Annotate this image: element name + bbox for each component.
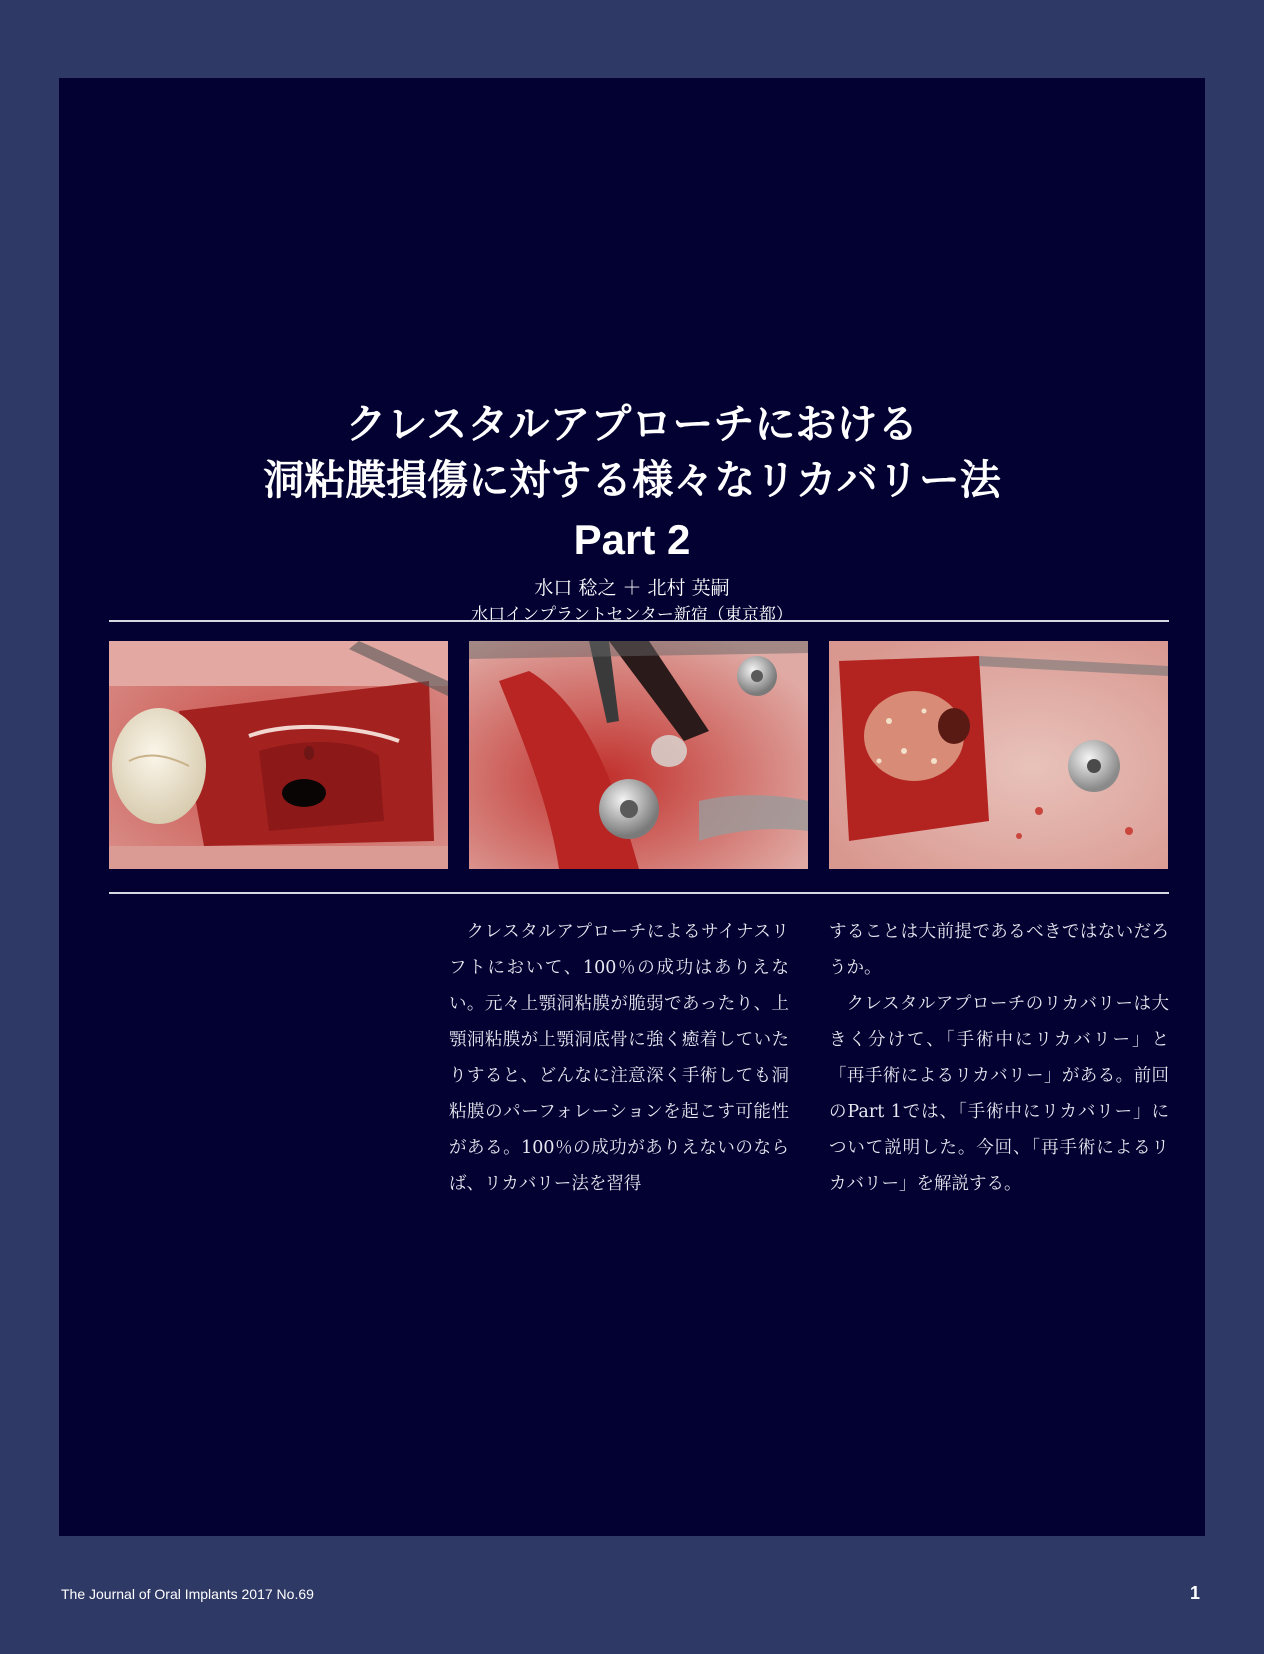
body-column-1	[449, 914, 789, 1202]
divider-top	[109, 620, 1169, 622]
footer-journal-name: The Journal of Oral Implants 2017 No.69	[61, 1586, 314, 1602]
divider-bottom	[109, 892, 1169, 894]
body-paragraph: クレスタルアプローチのリカバリーは大きく分けて、「手術中にリカバリー」と「再手術によるリカバリー」がある。前回のPart 1では、「手術中にリカバリー」について説明した。今回、「再手術によるリカバリー」を解説する。	[829, 994, 1169, 1194]
article-panel	[59, 78, 1205, 1536]
footer-page-number: 1	[1189, 1583, 1200, 1603]
article-part-label: Part 2	[573, 516, 691, 563]
surgical-photo-bone-graft-icon	[829, 641, 1168, 869]
article-affiliation: 水口インプラントセンター新宿（東京都）	[471, 605, 793, 625]
surgical-photo-sinus-perforation-icon	[109, 641, 448, 869]
body-paragraph-continued: することは大前提であるべきではないだろうか。	[829, 922, 1169, 978]
body-paragraph: クレスタルアプローチによるサイナスリフトにおいて、100％の成功はありえない。元々上顎洞粘膜が脆弱であったり、上顎洞粘膜が上顎洞底骨に強く癒着していたりすると、どんなに注意深く手術しても洞粘膜のパーフォレーションを起こす可能性がある。100％の成功がありえないのならば、リカバリー法を習得	[449, 922, 789, 1194]
article-authors: 水口 稔之 ＋ 北村 英嗣	[534, 577, 730, 599]
title-block	[59, 396, 1205, 628]
body-column-2	[829, 914, 1169, 1202]
surgical-photo-implant-membrane-icon	[469, 641, 808, 869]
article-title-line2: 洞粘膜損傷に対する様々なリカバリー法	[263, 456, 1001, 504]
article-title-line1: クレスタルアプローチにおける	[345, 400, 919, 448]
